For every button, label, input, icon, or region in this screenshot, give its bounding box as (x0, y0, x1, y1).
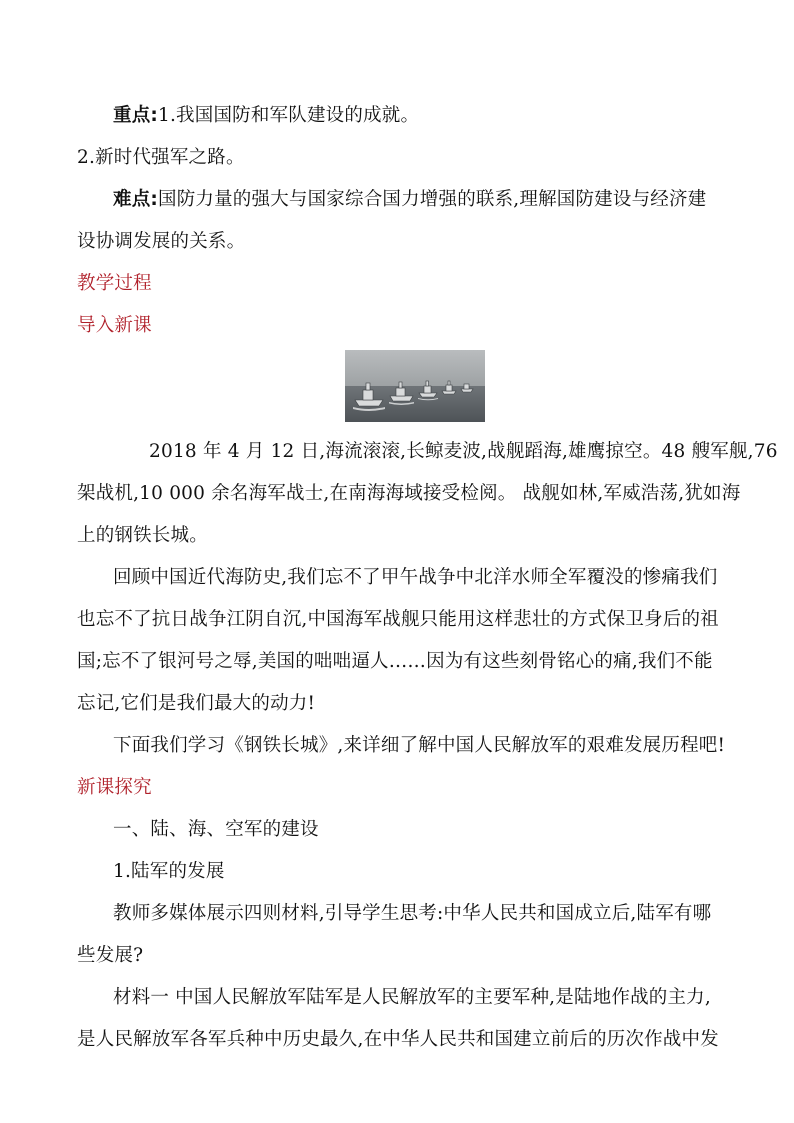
warship-fleet-photo (345, 350, 485, 422)
key-points-label: 重点: (113, 105, 158, 126)
prompt-line1: 教师多媒体展示四则材料,引导学生思考:中华人民共和国成立后,陆军有哪 (113, 903, 712, 924)
key-point-2: 2.新时代强军之路。 (77, 147, 245, 168)
section-subtitle: 1.陆军的发展 (113, 861, 225, 882)
history-paragraph-line2: 也忘不了抗日战争江阴自沉,中国海军战舰只能用这样悲壮的方式保卫身后的祖 (77, 609, 719, 630)
difficult-points-text-cont: 设协调发展的关系。 (77, 231, 246, 252)
key-point-1: 1.我国国防和军队建设的成就。 (158, 105, 420, 126)
history-paragraph-line3: 国;忘不了银河号之辱,美国的咄咄逼人……因为有这些刻骨铭心的痛,我们不能 (77, 651, 713, 672)
heading-teaching-process: 教学过程 (77, 273, 152, 294)
key-points-line (113, 96, 722, 136)
heading-new-lesson: 新课探究 (77, 777, 152, 798)
material-line2: 是人民解放军各军兵种中历史最久,在中华人民共和国建立前后的历次作战中发 (77, 1029, 719, 1050)
history-paragraph-line1: 回顾中国近代海防史,我们忘不了甲午战争中北洋水师全军覆没的惨痛我们 (113, 567, 718, 588)
intro-paragraph-line3: 上的钢铁长城。 (77, 525, 208, 546)
material-line1: 材料一 中国人民解放军陆军是人民解放军的主要军种,是陆地作战的主力, (113, 987, 711, 1008)
section-title: 一、陆、海、空军的建设 (113, 819, 319, 840)
difficult-points-label: 难点: (113, 189, 158, 210)
intro-paragraph-line2: 架战机,10 000 余名海军战士,在南海海域接受检阅。 战舰如林,军威浩荡,犹如海 (77, 483, 741, 504)
heading-intro: 导入新课 (77, 315, 152, 336)
transition-paragraph: 下面我们学习《钢铁长城》,来详细了解中国人民解放军的艰难发展历程吧! (113, 735, 726, 756)
prompt-line2: 些发展? (77, 945, 144, 966)
difficult-points-line (113, 180, 722, 220)
intro-paragraph-line1: 2018 年 4 月 12 日,海流滚滚,长鲸麦波,战舰蹈海,雄鹰掠空。48 艘军舰,76 (149, 441, 778, 462)
history-paragraph-line4: 忘记,它们是我们最大的动力! (77, 693, 316, 714)
difficult-points-text: 国防力量的强大与国家综合国力增强的联系,理解国防建设与经济建 (158, 189, 707, 210)
